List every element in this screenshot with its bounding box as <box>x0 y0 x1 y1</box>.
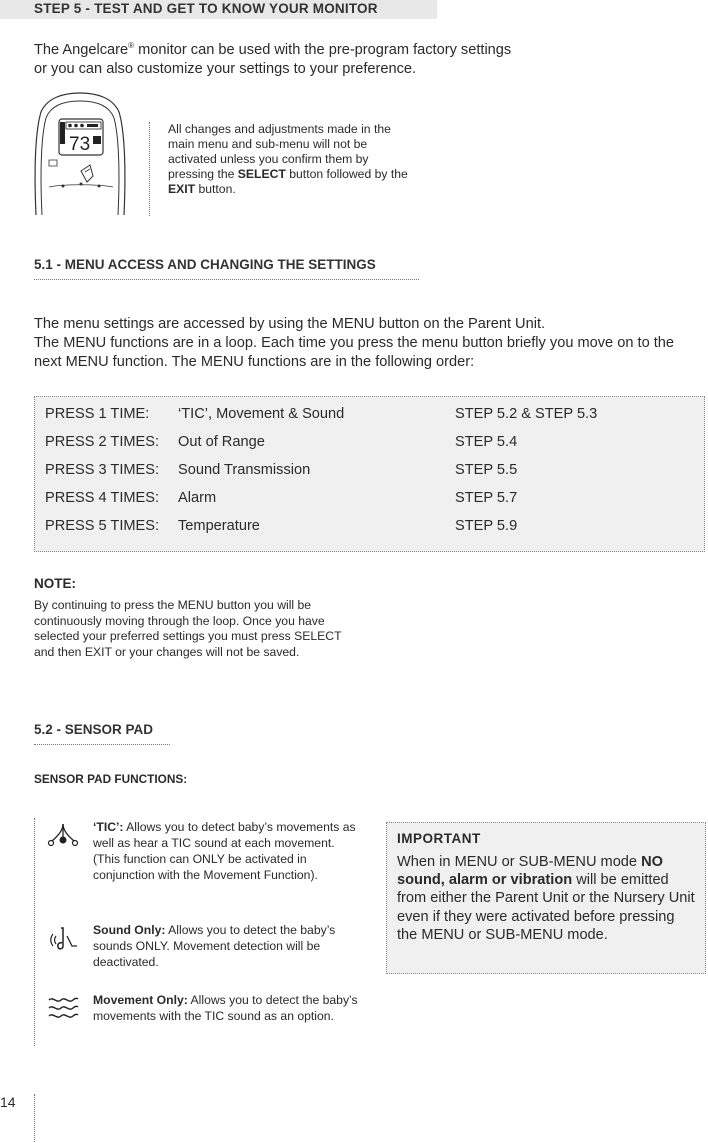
page-number: 14 <box>0 1094 16 1110</box>
function-description: Allows you to detect the baby’s movements with the TIC sound as an option. <box>93 993 358 1023</box>
intro-text-c: or you can also customize your settings to your preference. <box>34 60 417 77</box>
title-underline <box>34 279 419 280</box>
step-reference: STEP 5.4 <box>455 434 518 450</box>
device-note <box>168 122 408 197</box>
title-underline <box>34 744 170 745</box>
intro-text-b: monitor can be used with the pre-program factory settings <box>134 41 512 58</box>
press-label: PRESS 5 TIMES: <box>45 518 160 534</box>
device-note-text: button. <box>195 182 236 196</box>
intro-paragraph <box>34 36 634 79</box>
menu-function: Temperature <box>178 518 264 534</box>
function-label: ‘TIC’: <box>93 820 124 834</box>
sensor-pad-functions-title: SENSOR PAD FUNCTIONS: <box>34 772 188 786</box>
function-sound-only <box>93 922 361 970</box>
step-reference: STEP 5.2 & STEP 5.3 <box>455 406 598 422</box>
section-5-1-title: 5.1 - MENU ACCESS AND CHANGING THE SETTINGS <box>34 257 376 272</box>
divider-line <box>149 122 150 216</box>
press-label: PRESS 2 TIMES: <box>45 434 160 450</box>
display-digits: 73 <box>69 134 91 155</box>
parent-unit-illustration <box>33 92 127 216</box>
important-bold-text: NO sound, alarm or vibration <box>397 854 663 889</box>
step-banner <box>0 0 437 19</box>
sound-only-icon <box>45 922 81 956</box>
tic-icon <box>45 820 81 854</box>
function-movement-only <box>93 992 361 1024</box>
functions-divider-line <box>34 818 35 1046</box>
menu-intro <box>34 315 704 372</box>
function-label: Movement Only: <box>93 993 188 1007</box>
step-reference: STEP 5.9 <box>455 518 518 534</box>
important-body <box>397 853 697 944</box>
device-note-text: All changes and adjustments made in the main menu and sub-menu will not be activated unless you confirm them by pressing the <box>168 122 391 181</box>
function-description: Allows you to detect baby’s movements as well as hear a TIC sound at each movement. (This function can ONLY be activated in conjunction with the Movement Function). <box>93 820 356 882</box>
select-word: SELECT <box>237 167 286 181</box>
menu-order-box <box>34 396 705 552</box>
menu-function: Alarm <box>178 490 220 506</box>
intro-text-a: The Angelcare <box>34 41 129 58</box>
note-body: By continuing to press the MENU button you will be continuously moving through the loop. Once you have selected your preferred settings you must press SELECT and then EXIT or your changes will not be saved. <box>34 598 342 659</box>
menu-function: Out of Range <box>178 434 269 450</box>
function-label: Sound Only: <box>93 923 166 937</box>
press-label: PRESS 4 TIMES: <box>45 490 160 506</box>
menu-row <box>35 488 706 508</box>
important-title: IMPORTANT <box>397 831 481 846</box>
menu-row <box>35 516 706 536</box>
important-text: will be emitted from either the Parent Unit or the Nursery Unit even if they were activated before pressing the MENU or SUB-MENU mode. <box>397 872 695 943</box>
step-reference: STEP 5.7 <box>455 490 518 506</box>
important-text: When in MENU or SUB-MENU mode <box>397 854 642 870</box>
registered-mark: ® <box>128 41 135 50</box>
footer-divider-line <box>34 1094 35 1142</box>
step-title: STEP 5 - TEST AND GET TO KNOW YOUR MONITOR <box>34 1 378 16</box>
menu-function: ‘TIC’, Movement & Sound <box>178 406 348 422</box>
note-title: NOTE: <box>34 576 76 591</box>
menu-row <box>35 404 706 424</box>
menu-function: Sound Transmission <box>178 462 314 478</box>
device-note-text: button followed by the <box>285 167 408 181</box>
press-label: PRESS 3 TIMES: <box>45 462 160 478</box>
menu-row <box>35 460 706 480</box>
exit-word: EXIT <box>168 182 196 196</box>
function-tic <box>93 819 361 883</box>
menu-intro-p2: The MENU functions are in a loop. Each time you press the menu button briefly you move on to the next MENU function. The MENU functions are in the following order: <box>34 335 675 370</box>
menu-row <box>35 432 706 452</box>
important-box <box>386 822 706 974</box>
movement-only-icon <box>45 992 81 1026</box>
step-reference: STEP 5.5 <box>455 462 518 478</box>
menu-intro-p1: The menu settings are accessed by using the MENU button on the Parent Unit. <box>34 316 546 332</box>
function-description: Allows you to detect the baby’s sounds ONLY. Movement detection will be deactivated. <box>93 923 336 969</box>
press-label: PRESS 1 TIME: <box>45 406 150 422</box>
section-5-2-title: 5.2 - SENSOR PAD <box>34 722 154 737</box>
